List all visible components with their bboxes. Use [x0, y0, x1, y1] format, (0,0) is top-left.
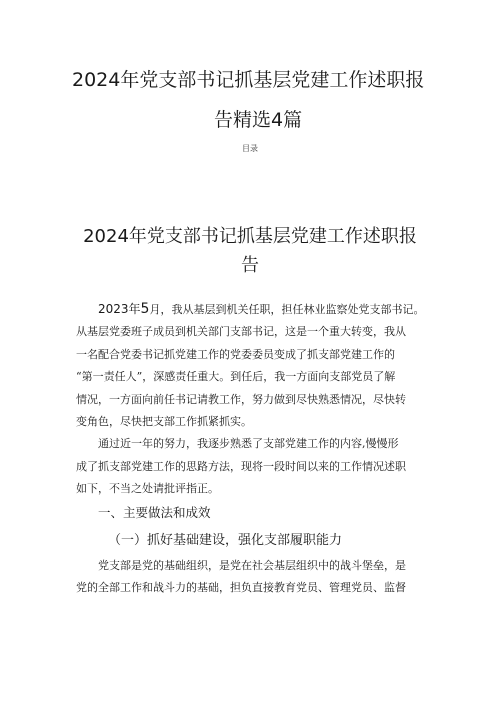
paragraph-1-year: 2023年 — [98, 302, 141, 316]
paragraph-1-line: 情况，一方面向前任书记请教工作，努力做到尽快熟悉情况，尽快转 — [76, 392, 406, 406]
paragraph-3-line: 党的全部工作和战斗力的基础，担负直接教育党员、管理党员、监督 — [76, 581, 406, 595]
paragraph-1-line-1-text: 月，我从基层到机关任职，担任林业监察处党支部书记。 — [149, 303, 425, 316]
paragraph-1-month: 5 — [140, 301, 150, 317]
document-title-line-1: 2024年党支部书记抓基层党建工作述职报 — [72, 69, 425, 91]
paragraph-2-line: 成了抓支部党建工作的思路方法，现将一段时间以来的工作情况述职 — [76, 459, 406, 473]
paragraph-2-line-1: 通过近一年的努力，我逐步熟悉了支部党建工作的内容,慢慢形 — [98, 437, 399, 451]
section-body — [76, 298, 436, 599]
heading-level-2: （一）抓好基础建设，强化支部履职能力 — [108, 532, 343, 548]
section-title-line-2: 告 — [241, 255, 259, 276]
paragraph-3-line-1: 党支部是党的基础组织，是党在社会基层组织中的战斗堡垒，是 — [98, 558, 406, 572]
paragraph-1-line: 一名配合党委书记抓党建工作的党委委员变成了抓支部党建工作的 — [76, 347, 395, 361]
section-title-line-1: 2024年党支部书记抓基层党建工作述职报 — [83, 226, 417, 247]
paragraph-2-line: 如下，不当之处请批评指正。 — [76, 482, 219, 496]
table-of-contents-label[interactable]: 目录 — [242, 144, 258, 153]
paragraph-1-line-1 — [76, 298, 436, 321]
paragraph-1-line: 变角色，尽快把支部工作抓紧抓实。 — [76, 415, 252, 429]
document-title-line-2: 告精选4篇 — [214, 109, 303, 131]
heading-level-1: 一、主要做法和成效 — [98, 504, 211, 520]
paragraph-1-line: “第一责任人”，深感责任重大。到任后，我一方面向支部党员了解 — [76, 370, 396, 384]
paragraph-1-line: 从基层党委班子成员到机关部门支部书记，这是一个重大转变，我从 — [76, 325, 406, 339]
